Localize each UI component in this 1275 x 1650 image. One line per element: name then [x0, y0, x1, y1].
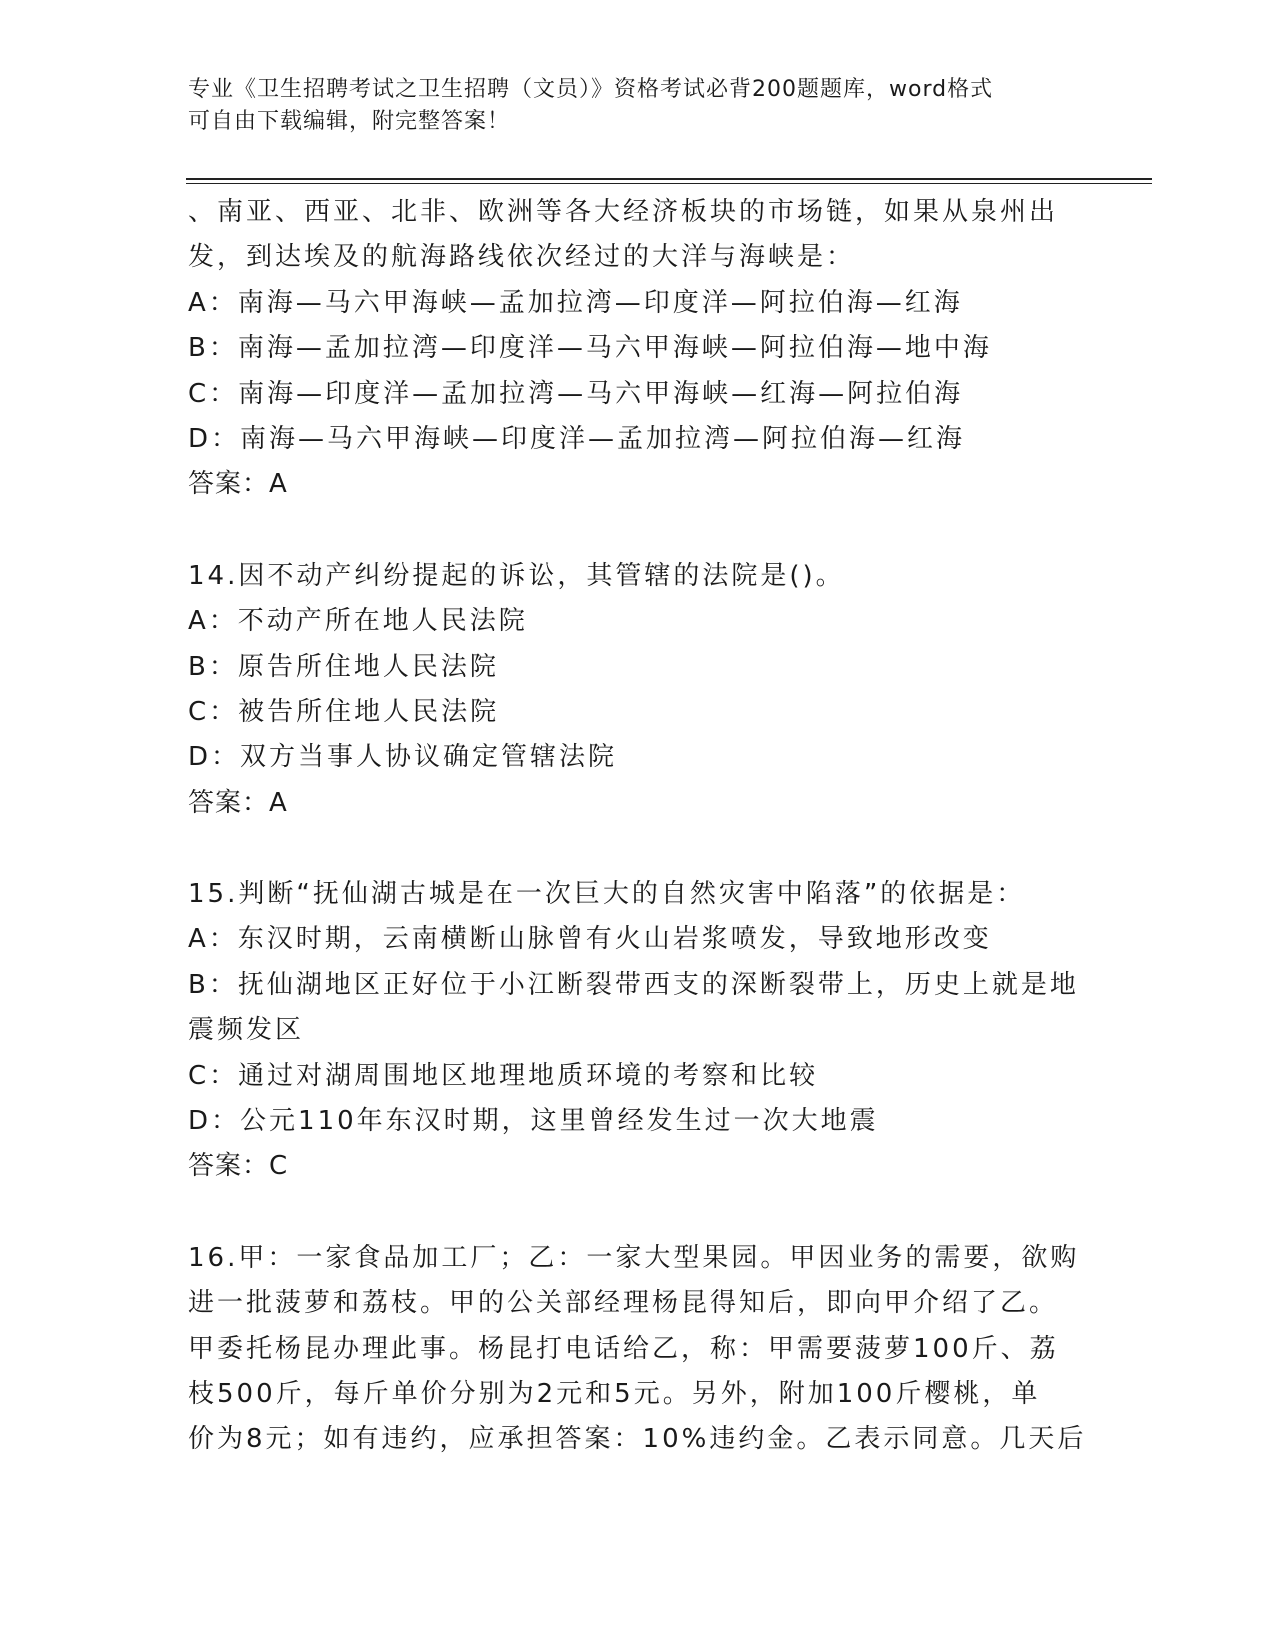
option-c: C：通过对湖周围地区地理地质环境的考察和比较 — [188, 1060, 819, 1091]
option-d: D：南海—马六甲海峡—印度洋—孟加拉湾—阿拉伯海—红海 — [188, 423, 966, 454]
question-stem: 发，到达埃及的航海路线依次经过的大洋与海峡是： — [188, 242, 856, 273]
spacer — [188, 1190, 1088, 1236]
option-b: B：抚仙湖地区正好位于小江断裂带西支的深断裂带上，历史上就是地 — [188, 969, 1079, 1000]
option-a: A：东汉时期，云南横断山脉曾有火山岩浆喷发，导致地形改变 — [188, 924, 992, 955]
question-14 — [188, 554, 1088, 826]
question-stem: 甲委托杨昆办理此事。杨昆打电话给乙，称：甲需要菠萝100斤、荔 — [188, 1333, 1059, 1364]
option-a: A：南海—马六甲海峡—孟加拉湾—印度洋—阿拉伯海—红海 — [188, 287, 963, 318]
spacer — [188, 508, 1088, 554]
document-body — [188, 190, 1088, 1463]
option-b: B：原告所住地人民法院 — [188, 651, 499, 682]
answer: 答案：A — [188, 787, 288, 818]
option-c: C：被告所住地人民法院 — [188, 696, 500, 727]
answer: 答案：C — [188, 1151, 289, 1182]
header-rule-thin — [186, 183, 1152, 184]
document-header — [188, 74, 1088, 138]
spacer — [188, 826, 1088, 872]
option-d: D：双方当事人协议确定管辖法院 — [188, 742, 618, 773]
question-stem: 进一批菠萝和荔枝。甲的公关部经理杨昆得知后，即向甲介绍了乙。 — [188, 1288, 1059, 1319]
question-stem: 16.甲：一家食品加工厂；乙：一家大型果园。甲因业务的需要，欲购 — [188, 1242, 1080, 1273]
question-stem: 15.判断“抚仙湖古城是在一次巨大的自然灾害中陷落”的依据是： — [188, 879, 1026, 910]
question-stem: 枝500斤，每斤单价分别为2元和5元。另外，附加100斤樱桃，单 — [188, 1378, 1041, 1409]
header-rule-thick — [186, 178, 1152, 180]
option-a: A：不动产所在地人民法院 — [188, 606, 528, 637]
question-16 — [188, 1236, 1088, 1463]
header-line-1: 专业《卫生招聘考试之卫生招聘（文员）》资格考试必背200题题库，word格式 — [188, 77, 994, 102]
question-stem: 、南亚、西亚、北非、欧洲等各大经济板块的市场链，如果从泉州出 — [188, 197, 1059, 227]
header-line-2: 可自由下载编辑，附完整答案！ — [188, 109, 511, 134]
answer: 答案：A — [188, 469, 288, 500]
option-d: D：公元110年东汉时期，这里曾经发生过一次大地震 — [188, 1106, 879, 1137]
option-c: C：南海—印度洋—孟加拉湾—马六甲海峡—红海—阿拉伯海 — [188, 378, 964, 409]
question-13 — [188, 190, 1088, 508]
option-b: B：南海—孟加拉湾—印度洋—马六甲海峡—阿拉伯海—地中海 — [188, 333, 992, 364]
option-b-continued: 震频发区 — [188, 1015, 305, 1046]
question-15 — [188, 872, 1088, 1190]
question-stem: 14.因不动产纠纷提起的诉讼，其管辖的法院是()。 — [188, 560, 845, 591]
question-stem: 价为8元；如有违约，应承担答案：10%违约金。乙表示同意。几天后 — [188, 1424, 1087, 1455]
